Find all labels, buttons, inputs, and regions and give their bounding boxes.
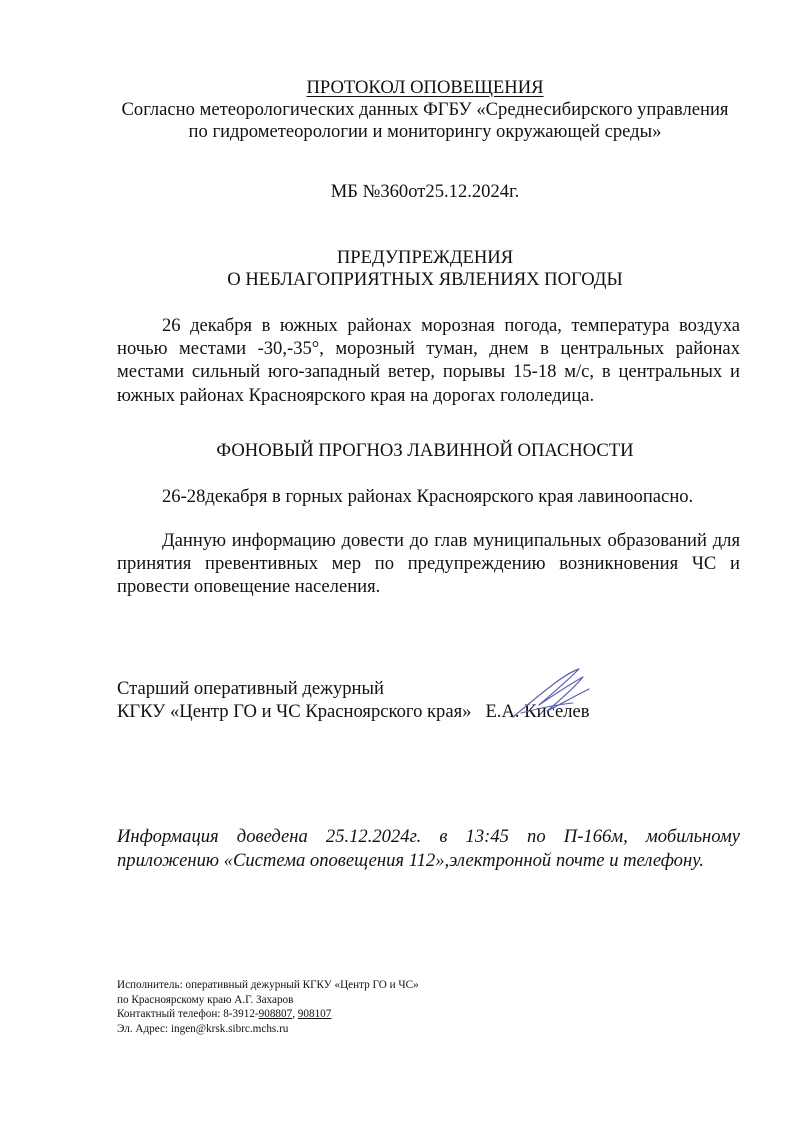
signature-block xyxy=(117,677,737,723)
email-line: Эл. Адрес: ingen@krsk.sibrc.mchs.ru xyxy=(117,1022,289,1035)
signer-position: Старший оперативный дежурный xyxy=(117,678,384,699)
warnings-text: 26 декабря в южных районах морозная погода, температура воздуха ночью местами -30,-35°, морозный туман, днем в центральных районах местами сильный юго-западный ветер, порывы 15-18 м/с, в центральных и южных районах Красноярского края на дорогах гололедица. xyxy=(117,315,740,406)
signer-line xyxy=(117,700,737,723)
executor-line-2: по Красноярскому краю А.Г. Захаров xyxy=(117,993,294,1006)
executor-line-1: Исполнитель: оперативный дежурный КГКУ «Центр ГО и ЧС» xyxy=(117,979,419,991)
avalanche-text-block xyxy=(117,485,740,508)
source-line-2: по гидрометеорологии и мониторингу окружающей среды» xyxy=(188,121,662,142)
delivery-info xyxy=(117,825,740,872)
signer-organization: КГКУ «Центр ГО и ЧС Красноярского края» xyxy=(117,701,472,722)
warnings-heading xyxy=(110,247,740,291)
phone-label: Контактный телефон: 8-3912- xyxy=(117,1008,259,1020)
phone-number-1[interactable]: 908807 xyxy=(258,1008,293,1020)
bulletin-number: МБ №360от25.12.2024г. xyxy=(330,181,520,202)
delivery-info-line-2: приложению «Система оповещения 112»,электронной почте и телефону. xyxy=(117,849,704,871)
footer-contacts xyxy=(117,978,617,1036)
phone-number-2[interactable]: 908107 xyxy=(297,1008,332,1020)
warnings-text-block xyxy=(117,314,740,407)
directive-text: Данную информацию довести до глав муниципальных образований для принятия превентивных мер по предупреждению возникновения ЧС и провести оповещение населения. xyxy=(117,530,740,598)
source-line-1: Согласно метеорологических данных ФГБУ «Среднесибирского управления xyxy=(121,99,729,120)
header xyxy=(110,77,740,143)
avalanche-heading: ФОНОВЫЙ ПРОГНОЗ ЛАВИННОЙ ОПАСНОСТИ xyxy=(216,440,634,461)
handwritten-signature xyxy=(503,665,593,725)
directive-block xyxy=(117,529,740,599)
warnings-heading-line-2: О НЕБЛАГОПРИЯТНЫХ ЯВЛЕНИЯХ ПОГОДЫ xyxy=(227,269,623,290)
document-title: ПРОТОКОЛ ОПОВЕЩЕНИЯ xyxy=(306,77,544,98)
warnings-heading-line-1: ПРЕДУПРЕЖДЕНИЯ xyxy=(336,247,514,268)
phone-separator: , xyxy=(292,1008,298,1020)
avalanche-text: 26-28декабря в горных районах Красноярского края лавиноопасно. xyxy=(162,486,694,507)
signer-name: Е.А. Киселев xyxy=(485,701,590,722)
phone-line xyxy=(117,1007,617,1022)
delivery-info-line-1: Информация доведена 25.12.2024г. в 13:45 по П-166м, мобильному xyxy=(117,826,740,847)
